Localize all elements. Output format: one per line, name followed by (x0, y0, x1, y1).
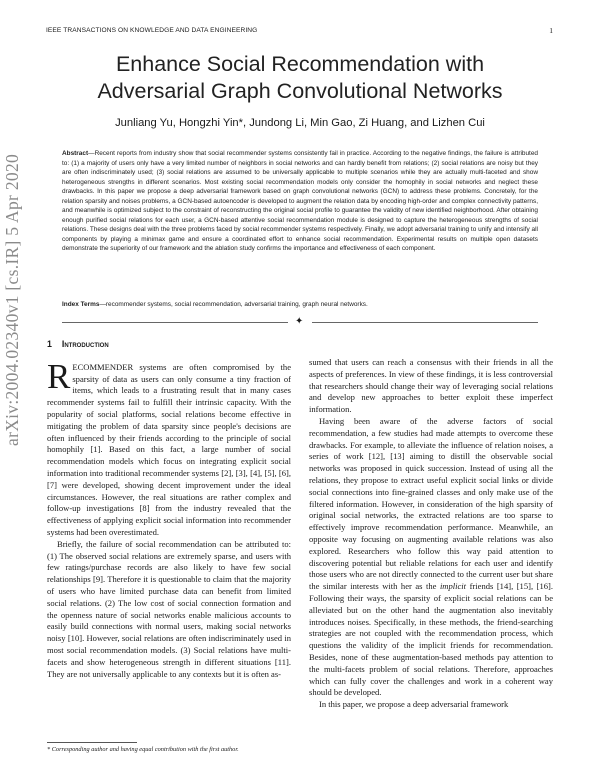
intro-paragraph-2: Briefly, the failure of social recommendation can be attributed to: (1) The observed social relations are extremely sparse, and users with few ratings/purchase records are also likely to have few social relationships [9]. Therefore it is questionable to claim that the majority of users who have limited purchase data can benefit from limited social relations. (2) The low cost of social connection formation and the openness nature of social networks enable malicious accounts to easily build connections with normal users, making social networks noisy [10]. However, social relations are often indiscriminately used in most social recommendation models. (3) Social relations have multi-facets and show heterogeneous strength in different situations [11]. They are not universally applicable to any contexts but it is often as- (47, 538, 291, 679)
footnote-rule (47, 742, 137, 743)
divider-rule-right (312, 322, 538, 323)
page-number: 1 (549, 26, 553, 35)
abstract-label: Abstract (62, 150, 89, 157)
right-paragraph-2-a: Having been aware of the adverse factors of social recommendation, a few studies had made attempts to overcome these drawbacks. For example, to alleviate the influence of relation noises, a series of work [12], [13] aiming to distill the observable social networks was proposed in quick succession. Instead of using all the relations, they propose to extract useful explicit social links or divide social connections into fine-grained classes and only make use of the filtered information. However, in consideration of the high sparsity of original social networks, the extracted relations are too sparse to effectively improve recommendation performance. Meanwhile, an opposite way focusing on augmenting available relations was also explored. Researchers who follow this way paid attention to discovering potential but reliable relations for each user and identify those users who are not directly connected to the current user but share the similar interests with her as the (309, 415, 553, 592)
index-terms (62, 300, 538, 310)
right-paragraph-3: In this paper, we propose a deep adversarial framework (319, 699, 509, 710)
right-paragraph-2 (309, 416, 553, 699)
intro-paragraph-1 (47, 356, 291, 539)
abstract (62, 149, 538, 254)
section-number: 1 (47, 339, 52, 349)
left-column (47, 339, 291, 680)
divider-rule-left (62, 322, 288, 323)
footnote: * Corresponding author and having equal contribution with the first author. (47, 746, 239, 753)
index-terms-label: Index Terms (62, 301, 100, 308)
section-title: Introduction (61, 339, 109, 349)
right-paragraph-2-b: friends [14], [15], [16]. Following their ways, the sparsity of explicit social relations can be alleviated but on the other hand the augmentation also inevitably introduces noises. Specifically, in these methods, the friend-searching strategies are not coupled with the recommendation process, which questions the validity of the implicit friends for recommendation. Besides, none of these augmentation-based methods pay attention to the multi-facets problem of social relations. Therefore, approaches which can fully cover the challenges and work in a coherent way should be developed. (309, 581, 553, 698)
implicit-emphasis: implicit (439, 581, 467, 592)
right-paragraph-1: sumed that users can reach a consensus with their friends in all the aspects of preferences. In view of these findings, it is less controversial that researchers should change their way of leveraging social relations and develop new approaches to better exploit these imperfect information. (309, 357, 553, 415)
section-heading (47, 339, 291, 351)
running-head: IEEE TRANSACTIONS ON KNOWLEDGE AND DATA ENGINEERING (46, 27, 258, 34)
author-list: Junliang Yu, Hongzhi Yin*, Jundong Li, Min Gao, Zi Huang, and Lizhen Cui (115, 117, 485, 129)
index-terms-text: —recommender systems, social recommendation, adversarial training, graph neural networks. (99, 301, 368, 308)
divider-diamond-icon: ✦ (295, 316, 304, 327)
drop-cap: R (47, 356, 71, 396)
abstract-text: —Recent reports from industry show that social recommender systems consistently fail in practice. According to the negative findings, the failure is attributed to: (1) a majority of users only have a very limited number of neighbors in social networks and can hardly benefit from relations; (2) social relations are noisy but they are often indiscriminately used; (3) social relations are assumed to be universally applicable to multiple scenarios while they are actually multi-faceted and show heterogeneous strengths in different scenarios. Most existing social recommendation models only consider the homophily in social networks and neglect these drawbacks. In this paper we propose a deep adversarial framework based on graph convolutional networks (GCN) to address these problems. Concretely, for the relation sparsity and noises problems, a GCN-based autoencoder is developed to augment the relation data by encoding high-order and complex connectivity patterns, and meanwhile is optimized subject to the constraint of reconstructing the original social profile to guarantee the validity of new identified neighborhood. After obtaining enough purified social relations for each user, a GCN-based attentive social recommendation module is designed to capture the heterogeneous strengths of social relations. These designs deal with the three problems faced by social recommender systems respectively. Finally, we adopt adversarial training to unify and intensify all components by playing a minimax game and ensure a coordinated effort to enhance social recommendation. Experimental results on multiple open datasets demonstrate the superiority of our framework and the ablation study confirms the importance and effectiveness of each component. (62, 150, 538, 252)
intro-paragraph-1-text: ECOMMENDER systems are often compromised by the sparsity of data as users can only consume a tiny fraction of items, which leads to a frustrating result that in many cases recommender systems fail to fulfill their intrinsic capacity. With the popularity of social platforms, social relations become effective in mitigating the problem of data sparsity since people's decisions are often influenced by their friends according to the principle of social homophily [1]. Based on this fact, a large number of social recommendation models which focus on integrating explicit social information into traditional recommender systems [2], [3], [4], [5], [6], [7] were developed, showing decent improvement under the ideal circumstances. However, the real situations are rather complex and follow-up investigations [8] from the industry revealed that the effectiveness of applying explicit social information into recommender systems had been overestimated. (47, 361, 291, 537)
paper-title: Enhance Social Recommendation with Adversarial Graph Convolutional Networks (97, 52, 503, 103)
arxiv-stamp: arXiv:2004.02340v1 [cs.IR] 5 Apr 2020 (2, 153, 22, 446)
right-column (309, 357, 553, 711)
